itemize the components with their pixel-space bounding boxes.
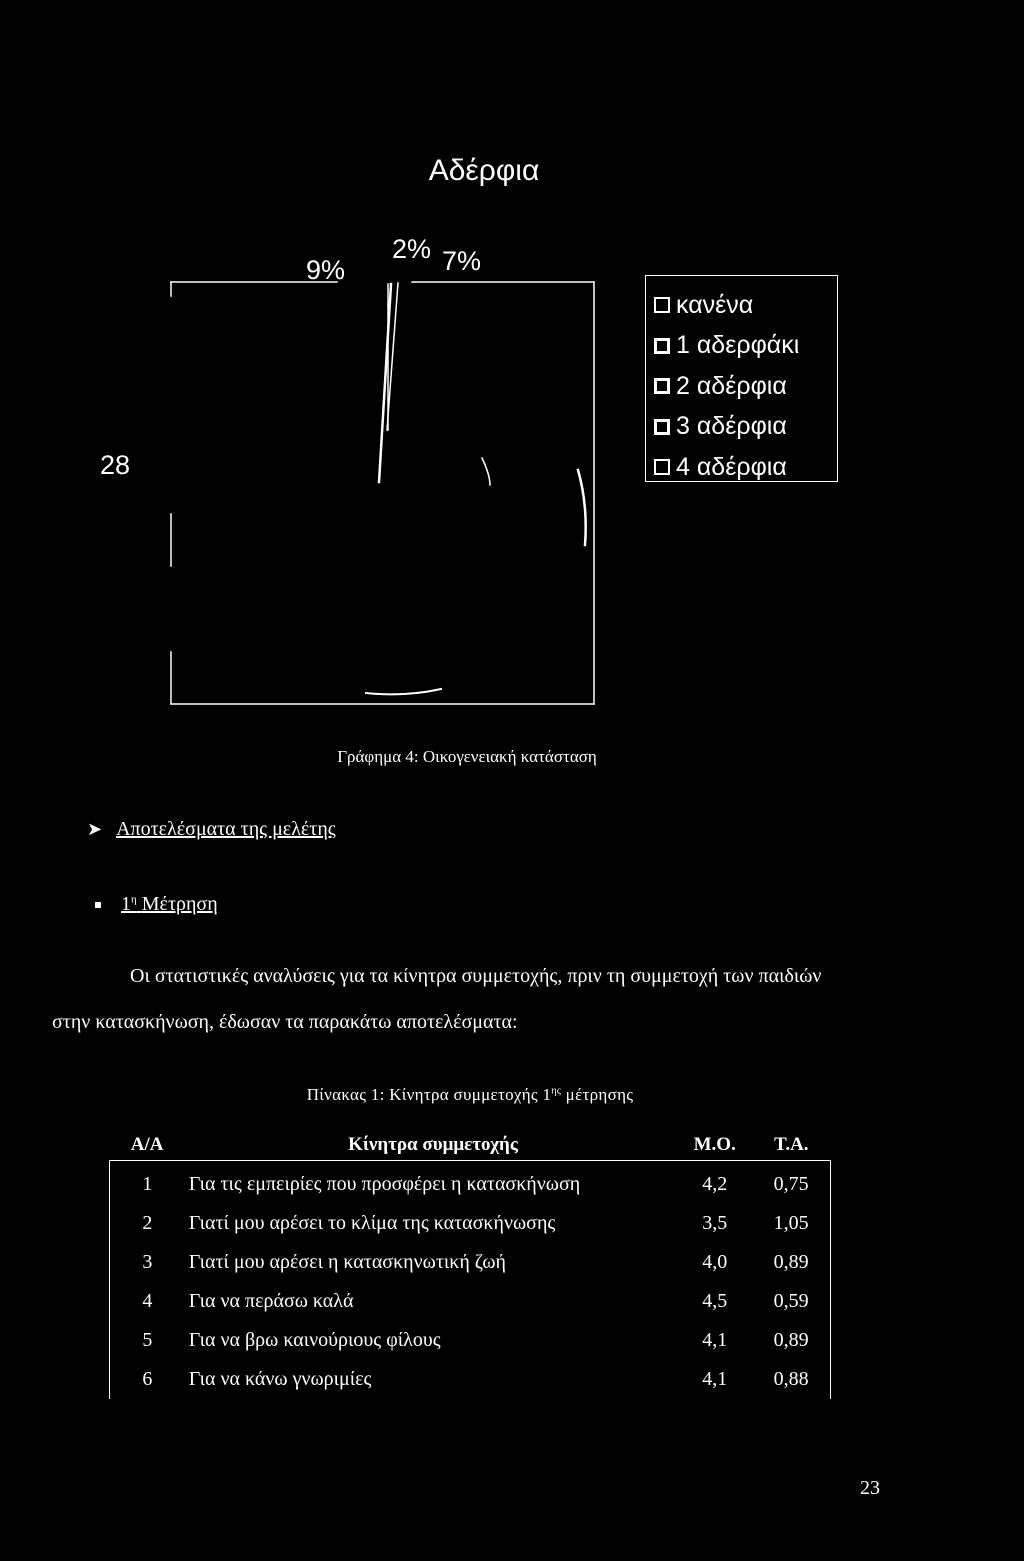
square-bullet-icon [95,902,101,908]
legend-swatch [654,419,670,435]
legend-item-two-siblings [646,366,837,407]
cell-index: 4 [110,1282,185,1321]
table-header-row [110,1134,831,1161]
pie-label-2: 2% [392,234,432,264]
subheading-label: Μέτρηση [141,893,218,915]
page-number: 23 [860,1477,880,1499]
legend-swatch [654,297,670,313]
pie-label-9: 9% [306,255,346,285]
header-sd: Τ.Α. [752,1134,830,1161]
table-row [110,1282,831,1321]
chart-title: Αδέρφια [428,154,540,187]
cell-sd: 0,88 [752,1360,830,1399]
legend-swatch [654,378,670,394]
cell-sd: 0,89 [752,1321,830,1360]
table-row [110,1204,831,1243]
legend-label: 1 αδερφάκι [676,331,800,360]
table-row [110,1243,831,1282]
table-caption [0,1085,940,1105]
table-row [110,1360,831,1399]
table-row [110,1161,831,1205]
cell-motive: Για να περάσω καλά [188,1290,354,1312]
chart-caption: Γράφημα 4: Οικογενειακή κατάσταση [337,747,597,766]
legend-label: κανένα [676,290,754,319]
pie-label-28: 28 [100,450,131,480]
legend-label: 3 αδέρφια [676,412,787,441]
cell-mean: 4,1 [702,1368,728,1390]
pie-slice-edge-1 [379,284,391,482]
legend-swatch [654,338,670,354]
legend-item-three-siblings [646,407,837,448]
cell-mean: 4,0 [702,1251,728,1273]
legend-label: 2 αδέρφια [676,371,787,400]
section-heading [87,818,336,841]
legend-swatch [654,459,670,475]
paragraph-line-1: Οι στατιστικές αναλύσεις για τα κίνητρα συμμετοχής, πριν τη συμμετοχή των παιδιών [130,965,822,987]
legend-label: 4 αδέρφια [676,452,787,481]
legend-item-one-sibling [646,326,837,367]
table-row [110,1321,831,1360]
cell-motive: Για τις εμπειρίες που προσφέρει η κατασκήνωση [188,1173,581,1195]
section-heading-text: Αποτελέσματα της μελέτης [116,818,336,840]
arrow-bullet-icon: ➤ [87,819,103,839]
pie-slice-edge-4 [578,470,586,545]
cell-mean: 4,5 [702,1290,728,1312]
table-caption-main: Πίνακας 1: Κίνητρα συμμετοχής 1 [306,1085,552,1104]
header-aa: Α/Α [110,1134,185,1161]
paragraph-line-2: στην κατασκήνωση, έδωσαν τα παρακάτω αποτελέσματα: [52,1011,518,1033]
chart-legend [645,275,838,482]
cell-index: 5 [110,1321,185,1360]
cell-index: 3 [110,1243,185,1282]
pie-label-7: 7% [442,246,482,276]
cell-mean: 4,1 [702,1329,728,1351]
cell-motive: Για να βρω καινούριους φίλους [188,1329,441,1351]
cell-index: 6 [110,1360,185,1399]
cell-sd: 0,75 [752,1161,830,1205]
cell-sd: 0,89 [752,1243,830,1282]
cell-motive: Γιατί μου αρέσει το κλίμα της κατασκήνωσης [188,1212,556,1234]
cell-index: 1 [110,1161,185,1205]
pie-slice-edge-6 [366,689,441,694]
cell-motive: Γιατί μου αρέσει η κατασκηνωτική ζωή [188,1251,506,1273]
cell-sd: 1,05 [752,1204,830,1243]
legend-item-four-siblings [646,447,837,488]
pie-chart [0,0,1024,720]
table-caption-end: μέτρησης [561,1085,634,1104]
pie-slice-edge-5 [482,458,490,485]
motives-table [109,1134,831,1399]
subheading-superscript: η [131,893,137,906]
cell-motive: Για να κάνω γνωριμίες [188,1368,372,1390]
table-caption-superscript: ης [551,1085,562,1097]
subheading [95,893,218,916]
header-motives: Κίνητρα συμμετοχής [185,1134,678,1161]
subheading-text [121,893,218,916]
cell-mean: 3,5 [702,1212,728,1234]
cell-sd: 0,59 [752,1282,830,1321]
header-mean: Μ.Ο. [677,1134,752,1161]
legend-item-none [646,285,837,326]
subheading-number: 1 [121,893,131,915]
cell-index: 2 [110,1204,185,1243]
cell-mean: 4,2 [702,1173,728,1195]
